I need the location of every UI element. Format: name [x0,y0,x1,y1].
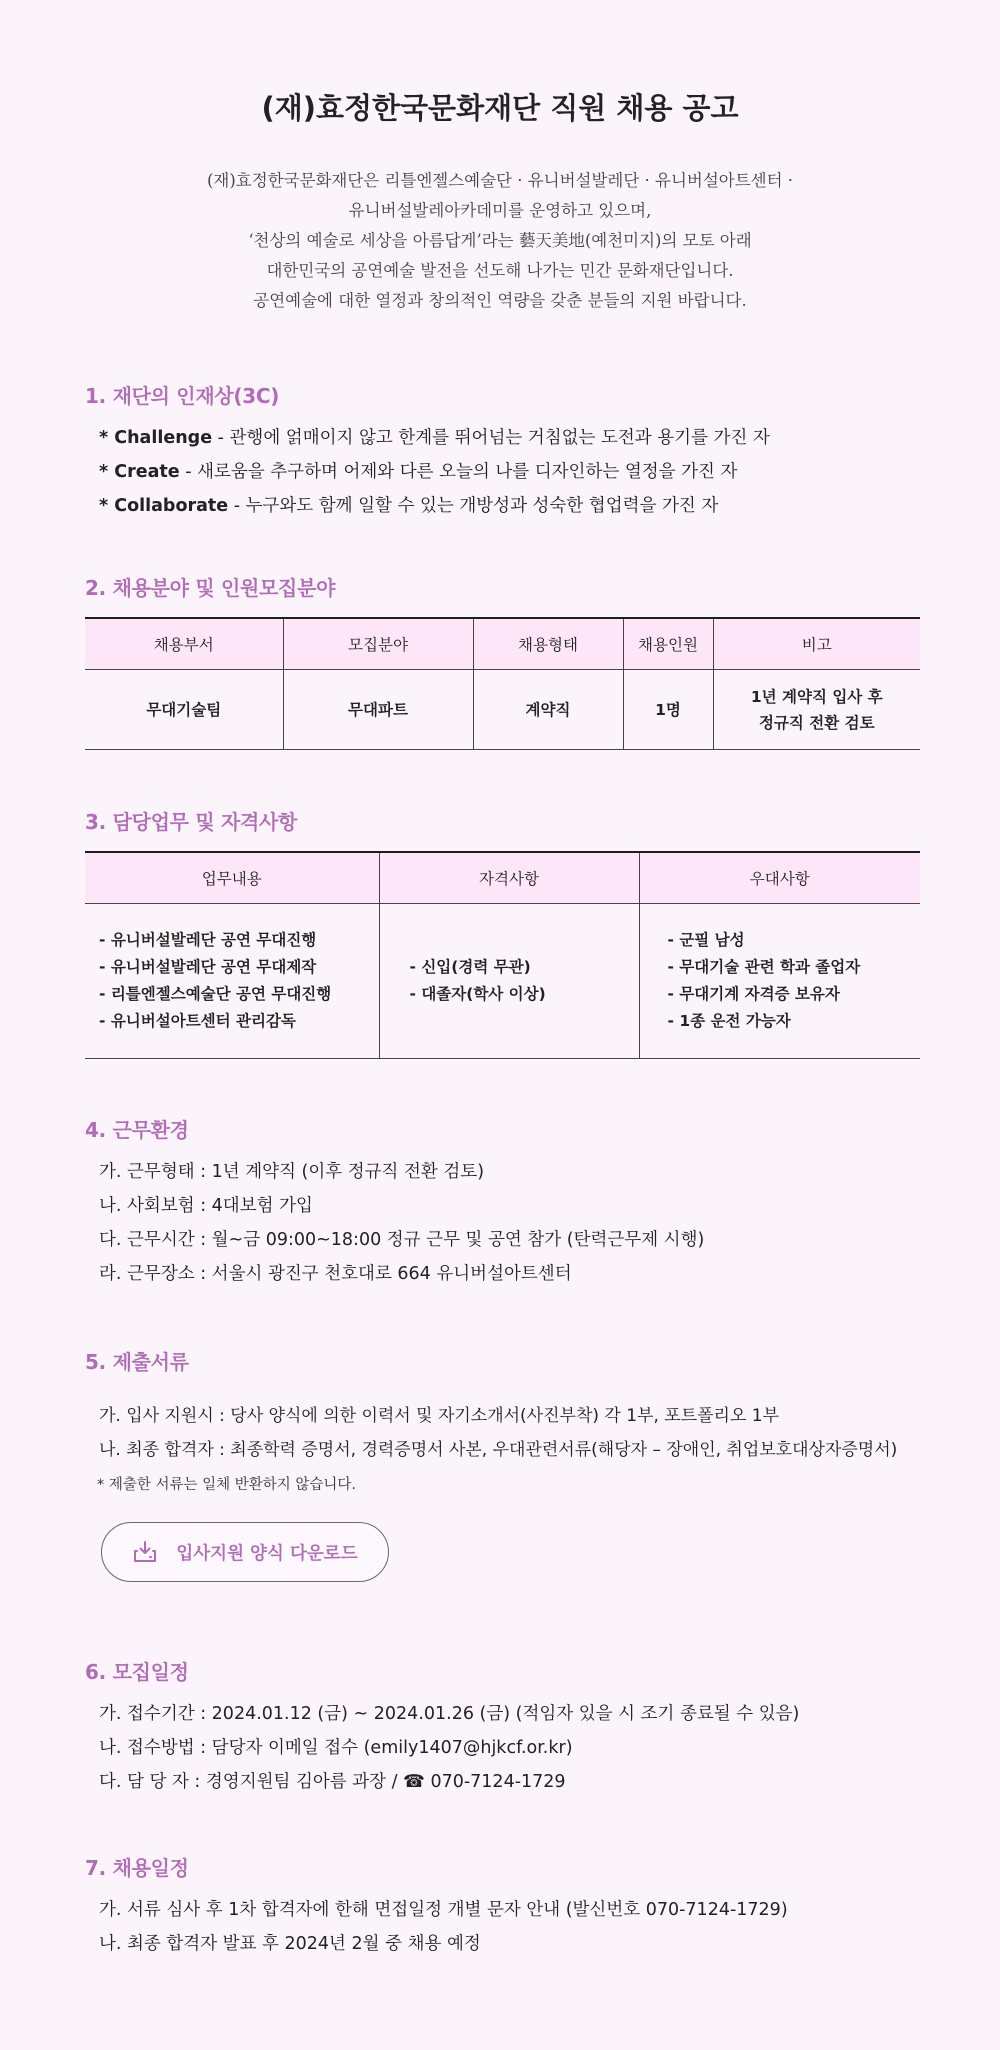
duties-table [85,851,920,1059]
list-item: - 1종 운전 가능자 [667,1012,791,1030]
list-item: 라. 근무장소 : 서울시 광진구 천호대로 664 유니버설아트센터 [99,1264,572,1284]
table-header: 채용부서 [85,618,283,670]
section-heading: 2. 채용분야 및 인원모집분야 [85,576,336,600]
table-header: 비고 [713,618,920,670]
list-item: - 유니버설발레단 공연 무대제작 [99,958,317,976]
table-header: 채용형태 [473,618,623,670]
table-header-row [85,852,920,904]
prefs-cell [639,904,920,1059]
section-positions [85,572,920,750]
table-row [85,904,920,1059]
list-item: - 대졸자(학사 이상) [409,985,546,1003]
table-header: 업무내용 [85,852,379,904]
download-icon [132,1540,158,1564]
list-item: 나. 사회보험 : 4대보험 가입 [99,1196,313,1216]
list-item: 나. 최종 합격자 발표 후 2024년 2월 중 채용 예정 [99,1934,481,1954]
quals-cell [379,904,639,1059]
positions-table [85,617,920,750]
table-header: 채용인원 [623,618,713,670]
section-duties [85,806,920,1059]
list-item: - 유니버설발레단 공연 무대진행 [99,931,317,949]
list-item: 다. 담 당 자 : 경영지원팀 김아름 과장 / ☎ 070-7124-1729 [99,1772,566,1792]
list-item: - 무대기계 자격증 보유자 [667,985,840,1003]
download-form-button[interactable] [101,1522,389,1582]
list-item: - 신입(경력 무관) [409,958,531,976]
list-item: - 유니버설아트센터 관리감독 [99,1012,296,1030]
list-item: 가. 근무형태 : 1년 계약직 (이후 정규직 전환 검토) [99,1162,485,1182]
section-work-environment [85,1114,920,1291]
intro-line: 대한민국의 공연예술 발전을 선도해 나가는 민간 문화재단입니다. [266,261,734,280]
documents-note: * 제출한 서류는 일체 반환하지 않습니다. [97,1477,357,1493]
section-recruit-schedule [85,1656,920,1799]
table-header: 우대사항 [639,852,920,904]
talent-term: * Create [99,462,180,482]
talent-desc: - 누구와도 함께 일할 수 있는 개방성과 성숙한 협업력을 가진 자 [228,496,719,516]
talent-item [99,489,920,523]
table-header: 모집분야 [283,618,473,670]
section-heading: 6. 모집일정 [85,1660,189,1684]
section-talent [85,380,920,523]
section-hiring-schedule [85,1852,920,1961]
download-form-label: 입사지원 양식 다운로드 [176,1543,358,1564]
talent-desc: - 관행에 얽매이지 않고 한계를 뛰어넘는 거침없는 도전과 용기를 가진 자 [212,428,770,448]
list-item: - 리틀엔젤스예술단 공연 무대진행 [99,985,332,1003]
note-line: 정규직 전환 검토 [758,713,875,732]
talent-desc: - 새로움을 추구하며 어제와 다른 오늘의 나를 디자인하는 열정을 가진 자 [179,462,738,482]
table-cell: 무대기술팀 [85,670,283,750]
intro-line: 공연예술에 대한 열정과 창의적인 역량을 갖춘 분들의 지원 바랍니다. [253,291,747,310]
talent-term: * Challenge [99,428,213,448]
table-row [85,670,920,750]
intro-text [0,166,1000,316]
page-title: (재)효정한국문화재단 직원 채용 공고 [261,91,739,125]
table-header-row [85,618,920,670]
table-cell: 무대파트 [283,670,473,750]
duties-cell [85,904,379,1059]
list-item: - 무대기술 관련 학과 졸업자 [667,958,861,976]
section-heading: 4. 근무환경 [85,1118,189,1142]
list-item: 가. 접수기간 : 2024.01.12 (금) ~ 2024.01.26 (금) (적임자 있을 시 조기 종료될 수 있음) [99,1704,800,1724]
table-cell: 1명 [623,670,713,750]
section-documents [85,1346,920,1582]
section-heading: 5. 제출서류 [85,1350,189,1374]
note-line: 1년 계약직 입사 후 [750,687,883,706]
table-cell: 계약직 [473,670,623,750]
list-item: 가. 입사 지원시 : 당사 양식에 의한 이력서 및 자기소개서(사진부착) 각 1부, 포트폴리오 1부 [99,1406,780,1426]
list-item: 가. 서류 심사 후 1차 합격자에 한해 면접일정 개별 문자 안내 (발신번호 070-7124-1729) [99,1900,788,1920]
talent-term: * Collaborate [99,496,229,516]
list-item: 나. 최종 합격자 : 최종학력 증명서, 경력증명서 사본, 우대관련서류(해당자 – 장애인, 취업보호대상자증명서) [99,1440,898,1460]
list-item: - 군필 남성 [667,931,745,949]
list-item: 다. 근무시간 : 월~금 09:00~18:00 정규 근무 및 공연 참가 (탄력근무제 시행) [99,1230,705,1250]
intro-line: 유니버설발레아카데미를 운영하고 있으며, [348,201,652,220]
talent-item [99,421,920,455]
section-heading: 1. 재단의 인재상(3C) [85,384,280,408]
table-header: 자격사항 [379,852,639,904]
section-heading: 3. 담당업무 및 자격사항 [85,810,298,834]
table-cell-note [713,670,920,750]
intro-line: ‘천상의 예술로 세상을 아름답게’라는 藝天美地(예천미지)의 모토 아래 [248,231,752,250]
list-item: 나. 접수방법 : 담당자 이메일 접수 (emily1407@hjkcf.or.kr) [99,1738,573,1758]
section-heading: 7. 채용일정 [85,1856,189,1880]
intro-line: (재)효정한국문화재단은 리틀엔젤스예술단 · 유니버설발레단 · 유니버설아트센터 · [206,171,794,190]
talent-item [99,455,920,489]
